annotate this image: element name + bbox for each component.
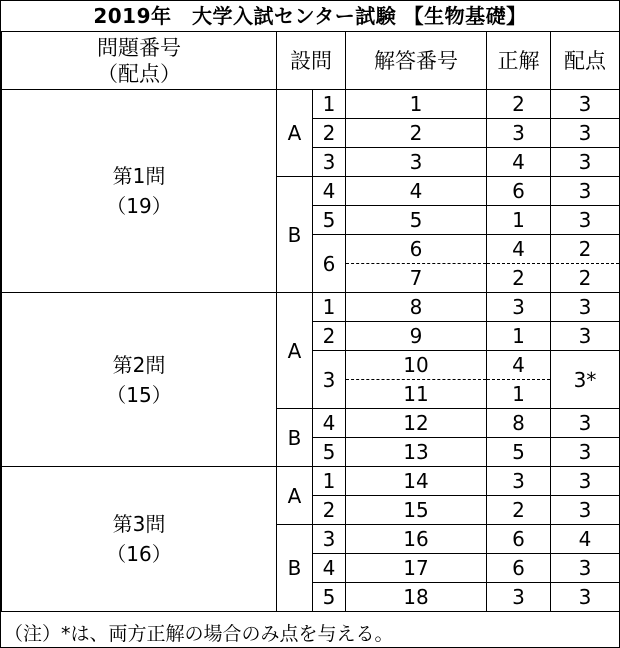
section-cell: B bbox=[277, 525, 313, 612]
correct-cell: 1 bbox=[487, 322, 551, 351]
answer-no-cell: 11 bbox=[346, 380, 487, 409]
header-row bbox=[2, 32, 620, 90]
problem-label: 第1問 bbox=[112, 164, 166, 188]
answer-no-cell: 14 bbox=[346, 467, 487, 496]
answer-no-cell: 12 bbox=[346, 409, 487, 438]
subq-cell: 5 bbox=[313, 583, 346, 612]
section-cell: B bbox=[277, 409, 313, 467]
correct-cell: 3 bbox=[487, 467, 551, 496]
correct-cell: 6 bbox=[487, 525, 551, 554]
points-cell: 3 bbox=[551, 119, 620, 148]
answer-no-cell: 10 bbox=[346, 351, 487, 380]
points-cell: 3 bbox=[551, 467, 620, 496]
subq-cell: 5 bbox=[313, 206, 346, 235]
points-cell: 3 bbox=[551, 293, 620, 322]
section-cell: A bbox=[277, 90, 313, 177]
answer-no-cell: 17 bbox=[346, 554, 487, 583]
problem-points: （15） bbox=[106, 382, 172, 407]
correct-cell: 4 bbox=[487, 148, 551, 177]
header-problem-label: 問題番号 bbox=[97, 35, 181, 60]
answer-no-cell: 9 bbox=[346, 322, 487, 351]
points-cell: 3 bbox=[551, 554, 620, 583]
correct-cell: 2 bbox=[487, 496, 551, 525]
correct-cell: 6 bbox=[487, 554, 551, 583]
points-cell: 3 bbox=[551, 206, 620, 235]
correct-cell: 4 bbox=[487, 235, 551, 264]
points-cell: 2 bbox=[551, 264, 620, 293]
answer-no-cell: 15 bbox=[346, 496, 487, 525]
correct-cell: 2 bbox=[487, 90, 551, 119]
answer-no-cell: 3 bbox=[346, 148, 487, 177]
subq-cell: 3 bbox=[313, 351, 346, 409]
points-cell: 2 bbox=[551, 235, 620, 264]
correct-cell: 1 bbox=[487, 206, 551, 235]
points-cell: 3 bbox=[551, 177, 620, 206]
answer-no-cell: 6 bbox=[346, 235, 487, 264]
subq-cell: 6 bbox=[313, 235, 346, 293]
problem-label: 第2問 bbox=[112, 352, 166, 377]
points-cell: 4 bbox=[551, 525, 620, 554]
header-problem-points: （配点） bbox=[97, 61, 181, 86]
answer-no-cell: 4 bbox=[346, 177, 487, 206]
subq-cell: 1 bbox=[313, 293, 346, 322]
correct-cell: 2 bbox=[487, 264, 551, 293]
correct-cell: 1 bbox=[487, 380, 551, 409]
answer-no-cell: 13 bbox=[346, 438, 487, 467]
problem-3-cell bbox=[2, 467, 277, 612]
problem-points: （19） bbox=[106, 194, 172, 218]
correct-cell: 4 bbox=[487, 351, 551, 380]
subq-cell: 2 bbox=[313, 322, 346, 351]
subq-cell: 4 bbox=[313, 554, 346, 583]
points-cell: 3 bbox=[551, 409, 620, 438]
header-subq: 設問 bbox=[277, 32, 346, 90]
answer-table bbox=[1, 31, 620, 612]
subq-cell: 2 bbox=[313, 119, 346, 148]
answer-no-cell: 18 bbox=[346, 583, 487, 612]
subq-cell: 4 bbox=[313, 177, 346, 206]
header-points: 配点 bbox=[551, 32, 620, 90]
subq-cell: 3 bbox=[313, 525, 346, 554]
points-cell: 3 bbox=[551, 583, 620, 612]
correct-cell: 3 bbox=[487, 583, 551, 612]
subq-cell: 4 bbox=[313, 409, 346, 438]
section-cell: B bbox=[277, 177, 313, 293]
answer-no-cell: 1 bbox=[346, 90, 487, 119]
subq-cell: 1 bbox=[313, 467, 346, 496]
header-correct: 正解 bbox=[487, 32, 551, 90]
answer-no-cell: 16 bbox=[346, 525, 487, 554]
answer-no-cell: 8 bbox=[346, 293, 487, 322]
correct-cell: 3 bbox=[487, 119, 551, 148]
correct-cell: 3 bbox=[487, 293, 551, 322]
points-cell: 3 bbox=[551, 496, 620, 525]
header-problem bbox=[2, 32, 277, 90]
answer-no-cell: 5 bbox=[346, 206, 487, 235]
correct-cell: 5 bbox=[487, 438, 551, 467]
subq-cell: 5 bbox=[313, 438, 346, 467]
correct-cell: 8 bbox=[487, 409, 551, 438]
answer-no-cell: 2 bbox=[346, 119, 487, 148]
points-cell: 3 bbox=[551, 90, 620, 119]
section-cell: A bbox=[277, 467, 313, 525]
subq-cell: 1 bbox=[313, 90, 346, 119]
table-row bbox=[2, 90, 620, 119]
points-cell: 3 bbox=[551, 438, 620, 467]
section-cell: A bbox=[277, 293, 313, 409]
subq-cell: 3 bbox=[313, 148, 346, 177]
points-cell: 3 bbox=[551, 322, 620, 351]
subq-cell: 2 bbox=[313, 496, 346, 525]
table-row bbox=[2, 293, 620, 322]
points-cell: 3 bbox=[551, 148, 620, 177]
problem-label: 第3問 bbox=[112, 512, 166, 536]
footnote: （注）*は、両方正解の場合のみ点を与える。 bbox=[4, 623, 394, 645]
problem-2-cell bbox=[2, 293, 277, 467]
points-cell: 3* bbox=[551, 351, 620, 409]
page-title: 2019年 大学入試センター試験 【生物基礎】 bbox=[93, 4, 527, 28]
answer-no-cell: 7 bbox=[346, 264, 487, 293]
problem-1-cell bbox=[2, 90, 277, 293]
problem-points: （16） bbox=[106, 542, 172, 566]
table-row bbox=[2, 467, 620, 496]
header-answer-no: 解答番号 bbox=[346, 32, 487, 90]
correct-cell: 6 bbox=[487, 177, 551, 206]
